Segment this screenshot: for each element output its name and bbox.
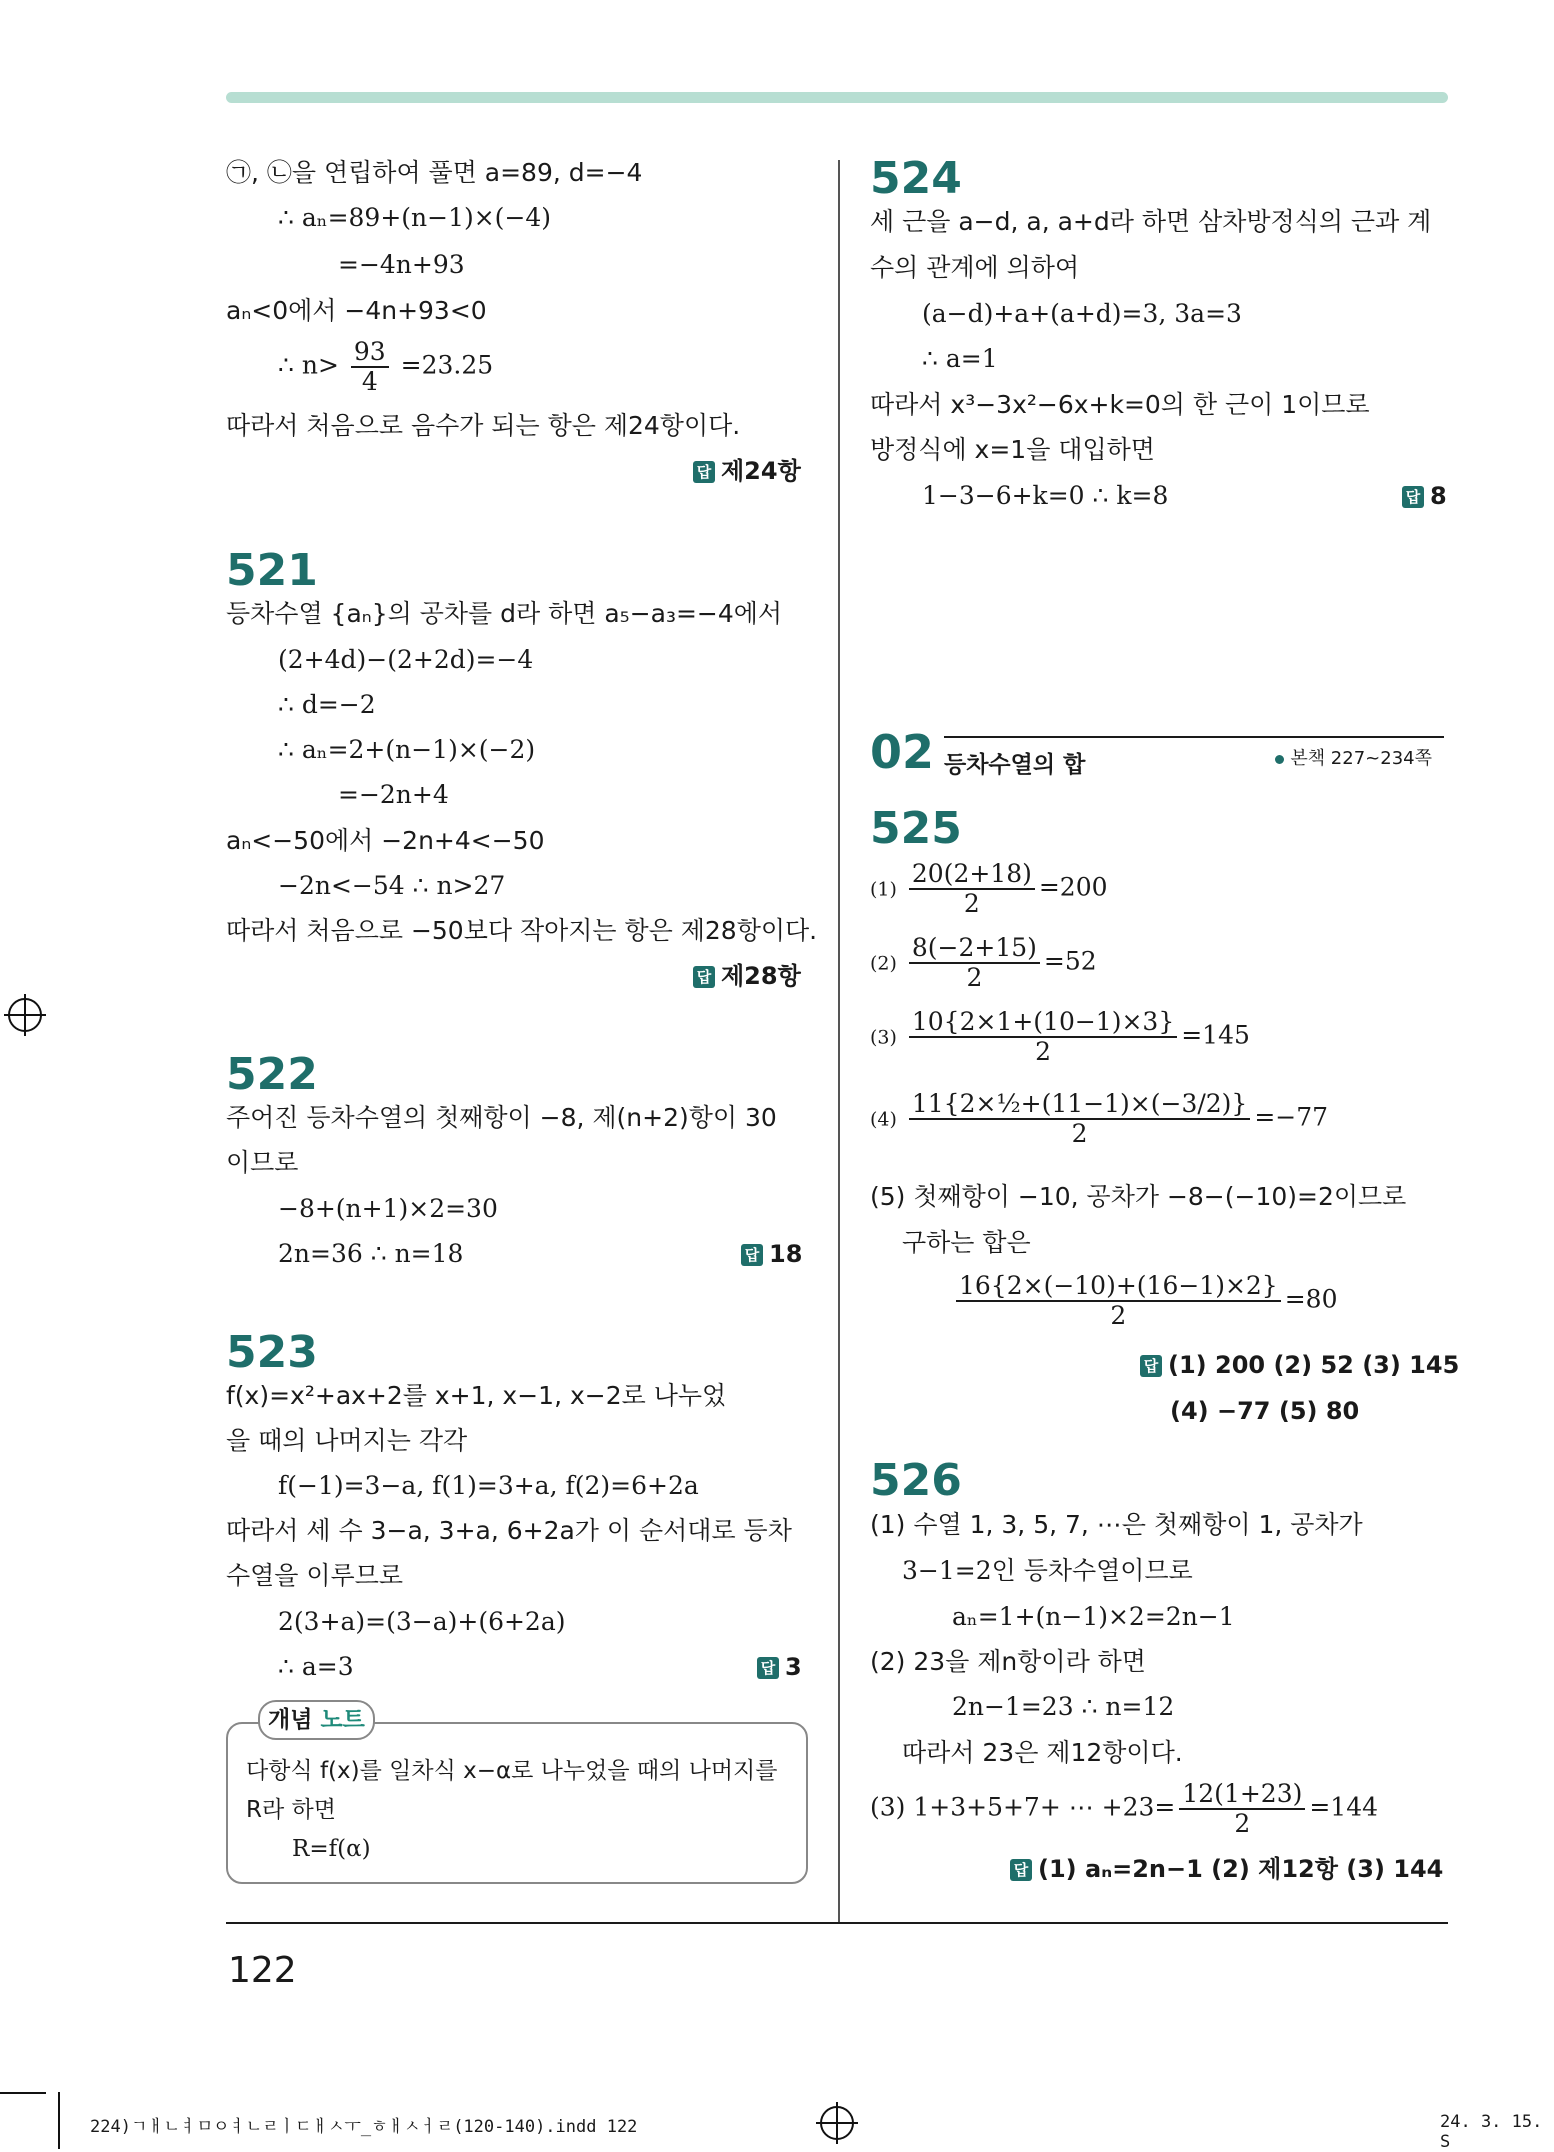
text-line: 수의 관계에 의하여 — [870, 253, 1080, 282]
answer-525-cont: (4) −77 (5) 80 — [1170, 1397, 1360, 1425]
footer-date: 24. 3. 15. S — [1440, 2112, 1543, 2152]
bullet-icon — [1275, 755, 1284, 764]
text-line: 이므로 — [226, 1148, 299, 1177]
text-line: aₙ<−50에서 −2n+4<−50 — [226, 826, 545, 855]
text-line: (5) 첫째항이 −10, 공차가 −8−(−10)=2이므로 — [870, 1182, 1407, 1211]
section-title: 등차수열의 합 — [944, 752, 1086, 778]
answer-520: 답 제24항 — [693, 456, 801, 486]
problem-number: 525 — [870, 803, 962, 854]
text-line: (2) 23을 제n항이라 하면 — [870, 1647, 1146, 1676]
fraction-line: (3) $\frac{10\{2\times 1+(10-1)\times 3\}}{2}$ =145 — [870, 1007, 1250, 1066]
concept-note-tag: 개념 노트 — [258, 1700, 375, 1740]
answer-badge: 답 — [1140, 1355, 1162, 1377]
text-line: ∴ aₙ=89+(n−1)×(−4) — [278, 203, 552, 232]
text-line: ∴ a=1 — [922, 344, 998, 373]
text-line: 3−1=2인 등차수열이므로 — [902, 1556, 1193, 1585]
text-line: 2n=36 ∴ n=18 — [278, 1239, 464, 1268]
text-line: (2+4d)−(2+2d)=−4 — [278, 645, 534, 674]
answer-523: 답 3 — [757, 1652, 802, 1682]
answer-badge: 답 — [757, 1657, 779, 1679]
answer-badge: 답 — [1010, 1859, 1032, 1881]
problem-number: 522 — [226, 1049, 318, 1100]
answer-525: 답 (1) 200 (2) 52 (3) 145 — [1140, 1350, 1459, 1380]
page-number: 122 — [228, 1950, 297, 1991]
answer-badge: 답 — [741, 1244, 763, 1266]
answer-522: 답 18 — [741, 1239, 802, 1269]
text-line: −8+(n+1)×2=30 — [278, 1194, 498, 1223]
text: ∴ n> — [278, 350, 339, 380]
text-line: f(−1)=3−a, f(1)=3+a, f(2)=6+2a — [278, 1471, 699, 1500]
note-line: R=f(α) — [292, 1836, 371, 1862]
text-line: 2n−1=23 ∴ n=12 — [952, 1692, 1175, 1721]
note-line: 다항식 f(x)를 일차식 x−α로 나누었을 때의 나머지를 — [246, 1758, 778, 1784]
text-line: 따라서 23은 제12항이다. — [902, 1738, 1183, 1767]
text-line: =−4n+93 — [338, 250, 465, 279]
text-line: 따라서 처음으로 −50보다 작아지는 항은 제28항이다. — [226, 916, 818, 945]
numerator: 93 — [351, 338, 389, 368]
text-line: ∴ aₙ=2+(n−1)×(−2) — [278, 735, 536, 764]
top-accent-bar — [226, 92, 1448, 103]
fraction-line: (1) $\frac{20(2+18)}{2}$ =200 — [870, 859, 1108, 918]
fraction-line: $\frac{16\{2\times(-10)+(16-1)\times 2\}}{2}$ =80 — [952, 1272, 1337, 1330]
answer-526: 답 (1) aₙ=2n−1 (2) 제12항 (3) 144 — [1010, 1854, 1443, 1884]
section-reference: 본책 227~234쪽 — [1275, 744, 1432, 770]
problem-number: 523 — [226, 1327, 318, 1378]
column-divider — [838, 160, 840, 1922]
text-line: 수열을 이루므로 — [226, 1561, 403, 1590]
denominator: 4 — [361, 367, 378, 396]
note-line: R라 하면 — [246, 1797, 336, 1823]
text: =23.25 — [400, 350, 494, 380]
text-line: 따라서 세 수 3−a, 3+a, 6+2a가 이 순서대로 등차 — [226, 1516, 792, 1545]
text-line: (1) 수열 1, 3, 5, 7, ⋯은 첫째항이 1, 공차가 — [870, 1510, 1363, 1539]
crop-mark — [0, 2092, 46, 2094]
fraction-line: (2) $\frac{8(-2+15)}{2}$ =52 — [870, 933, 1097, 992]
section-number: 02 — [870, 725, 935, 779]
answer-524: 답 8 — [1402, 481, 1447, 511]
text-line: aₙ<0에서 −4n+93<0 — [226, 296, 487, 325]
bottom-rule — [226, 1922, 1448, 1924]
answer-badge: 답 — [693, 966, 715, 988]
text-line: aₙ=1+(n−1)×2=2n−1 — [952, 1602, 1235, 1631]
registration-mark-icon — [820, 2106, 854, 2140]
text-line: 따라서 x³−3x²−6x+k=0의 한 근이 1이므로 — [870, 390, 1370, 419]
problem-number: 524 — [870, 153, 962, 204]
registration-mark-icon — [8, 998, 42, 1032]
text-line: 방정식에 x=1을 대입하면 — [870, 435, 1155, 464]
text-line: 을 때의 나머지는 각각 — [226, 1426, 468, 1455]
problem-number: 521 — [226, 545, 318, 596]
fraction-line: (3) 1+3+5+7+ ⋯ +23= $\frac{12(1+23)}{2}$ =144 — [870, 1779, 1379, 1838]
text-line: −2n<−54 ∴ n>27 — [278, 871, 506, 900]
text-line: ㉠, ㉡을 연립하여 풀면 a=89, d=−4 — [226, 158, 643, 187]
text-line: 구하는 합은 — [902, 1228, 1031, 1257]
section-rule — [944, 736, 1444, 738]
text-line: 따라서 처음으로 음수가 되는 항은 제24항이다. — [226, 411, 741, 440]
text-line: ∴ a=3 — [278, 1652, 354, 1681]
answer-badge: 답 — [693, 461, 715, 483]
fraction-line — [278, 338, 493, 396]
text-line: 1−3−6+k=0 ∴ k=8 — [922, 481, 1169, 510]
text-line: =−2n+4 — [338, 780, 449, 809]
fraction-line: (4) $\frac{\text{11\{2×½+(11−1)×(−3/2)\}}}{2}$ =−77 — [870, 1089, 1329, 1148]
text-line: 주어진 등차수열의 첫째항이 −8, 제(n+2)항이 30 — [226, 1103, 777, 1132]
crop-mark — [58, 2092, 60, 2149]
text-line: 세 근을 a−d, a, a+d라 하면 삼차방정식의 근과 계 — [870, 207, 1432, 236]
text-line: ∴ d=−2 — [278, 690, 376, 719]
footer-file: 224)ㄱㅐㄴㅕㅁㅇㅕㄴㄹㅣㄷㅐㅅㅜ_ㅎㅐㅅㅓㄹ(120-140).indd 122 — [90, 2117, 638, 2137]
text-line: (a−d)+a+(a+d)=3, 3a=3 — [922, 299, 1242, 328]
text-line: 2(3+a)=(3−a)+(6+2a) — [278, 1607, 566, 1636]
answer-521: 답 제28항 — [693, 961, 801, 991]
text-line: f(x)=x²+ax+2를 x+1, x−1, x−2로 나누었 — [226, 1381, 727, 1410]
answer-badge: 답 — [1402, 486, 1424, 508]
problem-number: 526 — [870, 1455, 962, 1506]
section-header — [870, 725, 1450, 779]
text-line: 등차수열 {aₙ}의 공차를 d라 하면 a₅−a₃=−4에서 — [226, 599, 783, 628]
fraction — [351, 338, 389, 396]
